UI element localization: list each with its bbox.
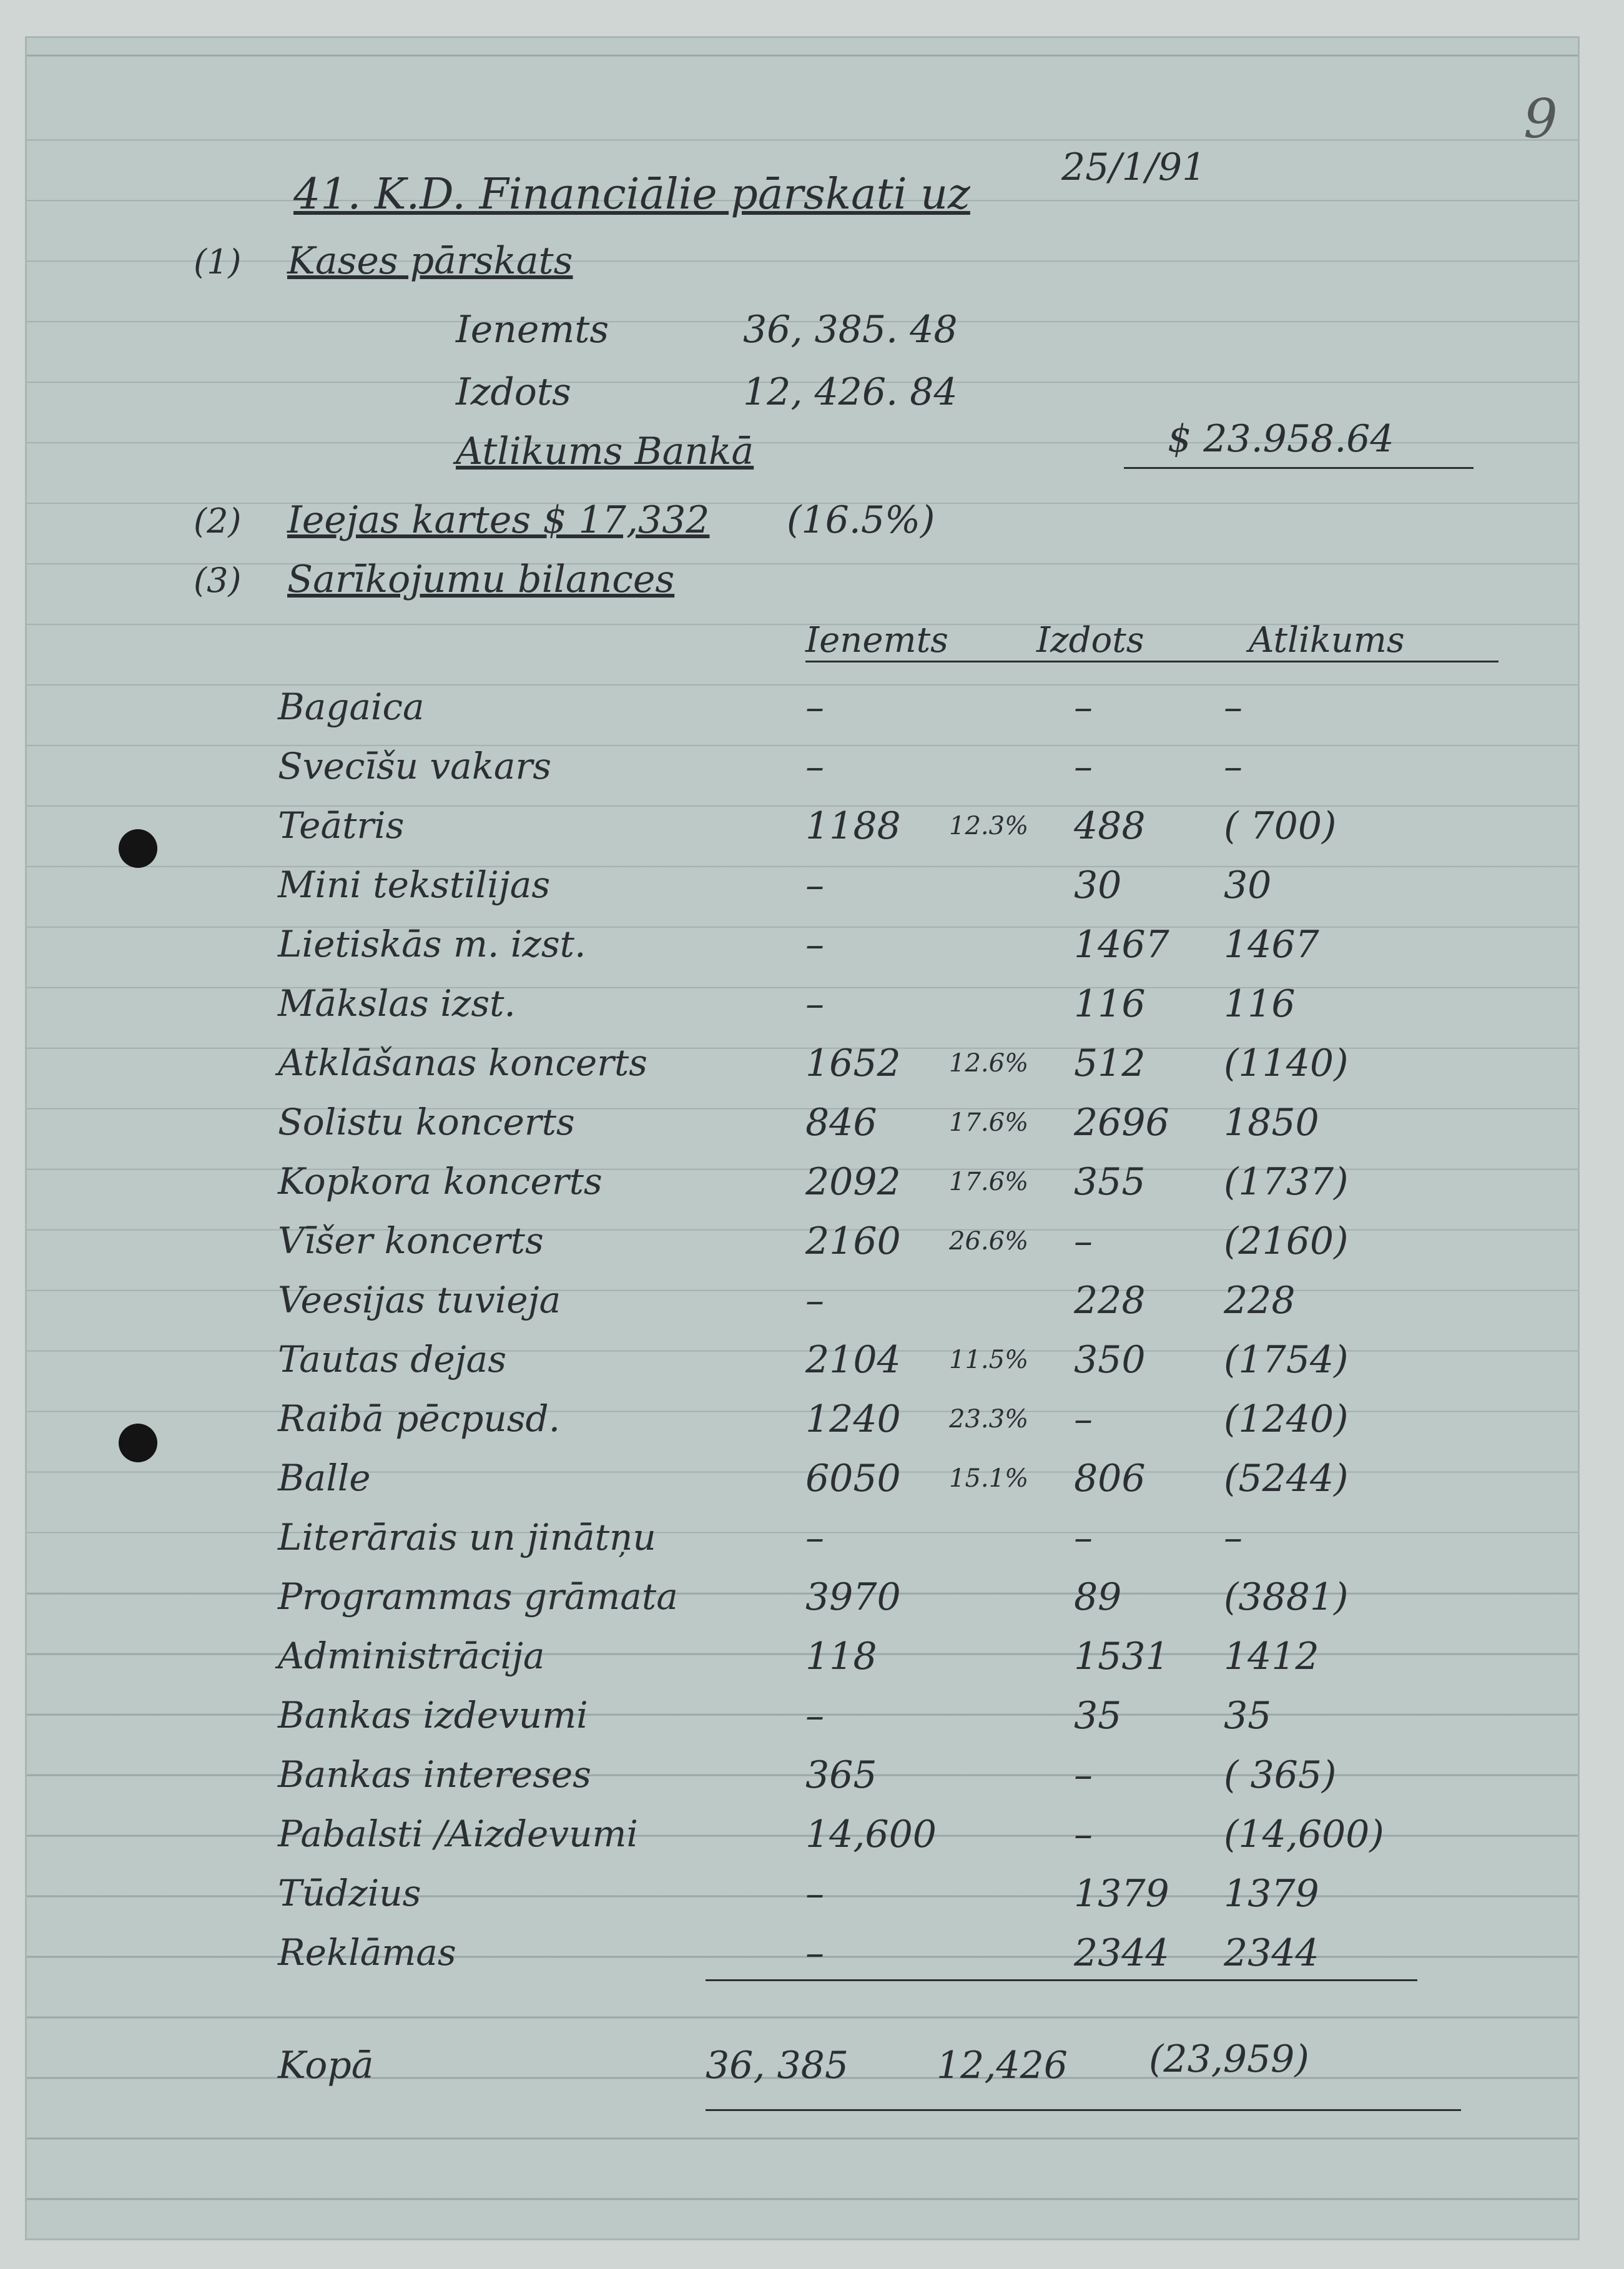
expense-cell: 1467	[1074, 923, 1169, 967]
row-label: Veesijas tuvieja	[278, 1279, 561, 1321]
balance-cell: 1379	[1224, 1872, 1319, 1916]
balance-cell: 30	[1224, 864, 1272, 907]
expense-cell: 30	[1074, 864, 1122, 907]
expense-cell: 89	[1074, 1575, 1122, 1619]
expense-cell: 116	[1074, 982, 1146, 1026]
balance-cell: 2344	[1224, 1931, 1319, 1975]
page-number: 9	[1523, 88, 1558, 150]
balance-cell: 35	[1224, 1694, 1272, 1738]
income-cell: 1652	[805, 1041, 901, 1085]
income-cell: –	[805, 1279, 824, 1322]
balance-cell: 1467	[1224, 923, 1319, 967]
column-header: Ienemts	[805, 620, 948, 661]
income-cell: –	[805, 745, 824, 789]
expense-cell: 1379	[1074, 1872, 1169, 1916]
expense-cell: 2696	[1074, 1101, 1169, 1144]
balance-cell: 1412	[1224, 1635, 1319, 1678]
balance-label: Atlikums Bankā	[456, 430, 754, 473]
balance-cell: –	[1224, 686, 1243, 729]
expense-cell: 512	[1074, 1041, 1146, 1085]
section-percent: (16.5%)	[787, 498, 935, 542]
row-label: Vīšer koncerts	[278, 1219, 544, 1262]
income-cell: –	[805, 923, 824, 967]
expense-cell: –	[1074, 1219, 1093, 1263]
header-underline	[805, 661, 1499, 662]
total-rule	[706, 1979, 1417, 1981]
expense-cell: –	[1074, 1397, 1093, 1441]
row-label: Raibā pēcpusd.	[278, 1397, 561, 1440]
section-number: (2)	[194, 501, 242, 541]
row-label: Svecīšu vakars	[278, 745, 551, 787]
punch-hole	[119, 829, 157, 868]
row-label: Solistu koncerts	[278, 1101, 575, 1143]
expense-cell: –	[1074, 1813, 1093, 1856]
row-label: Tūdzius	[278, 1872, 421, 1914]
total-balance: (23,959)	[1149, 2037, 1309, 2081]
expense-cell: 488	[1074, 804, 1146, 848]
row-label: Administrācija	[278, 1635, 545, 1677]
document-sheet	[25, 36, 1580, 2240]
income-cell: –	[805, 1694, 824, 1738]
balance-cell: (1737)	[1224, 1160, 1349, 1204]
balance-cell: –	[1224, 745, 1243, 789]
income-cell: –	[805, 1516, 824, 1560]
balance-cell: (1754)	[1224, 1338, 1349, 1382]
expense-cell: 806	[1074, 1457, 1146, 1500]
expense-value: 12, 426. 84	[743, 370, 958, 414]
row-label: Bagaica	[278, 686, 425, 728]
expense-cell: –	[1074, 745, 1093, 789]
balance-cell: (14,600)	[1224, 1813, 1384, 1856]
expense-cell: 2344	[1074, 1931, 1169, 1975]
percent-cell: 12.6%	[949, 1049, 1029, 1078]
row-label: Mākslas izst.	[278, 982, 516, 1025]
income-cell: 6050	[805, 1457, 901, 1500]
row-label: Tautas dejas	[278, 1338, 506, 1381]
income-cell: 365	[805, 1753, 877, 1797]
income-cell: –	[805, 864, 824, 907]
income-cell: 1188	[805, 804, 901, 848]
percent-cell: 15.1%	[949, 1464, 1029, 1493]
expense-cell: 1531	[1074, 1635, 1169, 1678]
balance-cell: 116	[1224, 982, 1296, 1026]
total-income: 36, 385	[706, 2044, 849, 2087]
balance-cell: 228	[1224, 1279, 1296, 1322]
row-label: Programmas grāmata	[278, 1575, 678, 1618]
column-header: Izdots	[1036, 620, 1144, 661]
income-cell: 1240	[805, 1397, 901, 1441]
section-text: Ieejas kartes $ 17,332	[287, 498, 710, 542]
percent-cell: 12.3%	[949, 812, 1029, 840]
total-underline	[706, 2109, 1461, 2111]
expense-cell: 228	[1074, 1279, 1146, 1322]
income-cell: 846	[805, 1101, 877, 1144]
income-cell: 118	[805, 1635, 877, 1678]
income-cell: 2104	[805, 1338, 901, 1382]
expense-cell: 355	[1074, 1160, 1146, 1204]
column-header: Atlikums	[1249, 620, 1405, 661]
percent-cell: 26.6%	[949, 1227, 1029, 1256]
income-cell: 2160	[805, 1219, 901, 1263]
balance-cell: (3881)	[1224, 1575, 1349, 1619]
section-number: (3)	[194, 561, 242, 600]
expense-cell: 35	[1074, 1694, 1122, 1738]
row-label: Kopkora koncerts	[278, 1160, 603, 1203]
balance-cell: (5244)	[1224, 1457, 1349, 1500]
income-cell: –	[805, 982, 824, 1026]
punch-hole	[119, 1424, 157, 1462]
income-value: 36, 385. 48	[743, 308, 958, 352]
section-heading: Sarīkojumu bilances	[287, 558, 675, 601]
row-label: Literārais un jinātņu	[278, 1516, 656, 1558]
section-number: (1)	[194, 242, 242, 282]
percent-cell: 17.6%	[949, 1168, 1029, 1196]
percent-cell: 11.5%	[949, 1346, 1029, 1374]
expense-cell: –	[1074, 1753, 1093, 1797]
row-label: Mini tekstilijas	[278, 864, 551, 906]
balance-value: $ 23.958.64	[1168, 417, 1394, 461]
income-label: Ienemts	[456, 308, 609, 352]
income-cell: 2092	[805, 1160, 901, 1204]
percent-cell: 23.3%	[949, 1405, 1029, 1434]
row-label: Bankas izdevumi	[278, 1694, 588, 1736]
expense-cell: 350	[1074, 1338, 1146, 1382]
income-cell: 3970	[805, 1575, 901, 1619]
balance-cell: ( 365)	[1224, 1753, 1337, 1797]
balance-cell: (2160)	[1224, 1219, 1349, 1263]
income-cell: –	[805, 1931, 824, 1975]
section-heading: Kases pārskats	[287, 239, 573, 283]
document-title: 41. K.D. Financiālie pārskati uz	[293, 170, 970, 219]
balance-cell: (1140)	[1224, 1041, 1349, 1085]
total-expense: 12,426	[937, 2044, 1068, 2087]
balance-cell: 1850	[1224, 1101, 1319, 1144]
row-label: Balle	[278, 1457, 371, 1499]
document-date: 25/1/91	[1061, 145, 1206, 189]
income-cell: 14,600	[805, 1813, 937, 1856]
row-label: Reklāmas	[278, 1931, 456, 1974]
expense-cell: –	[1074, 1516, 1093, 1560]
total-label: Kopā	[278, 2044, 374, 2087]
row-label: Pabalsti /Aizdevumi	[278, 1813, 638, 1855]
expense-cell: –	[1074, 686, 1093, 729]
percent-cell: 17.6%	[949, 1108, 1029, 1137]
row-label: Atklāšanas koncerts	[278, 1041, 647, 1084]
row-label: Bankas intereses	[278, 1753, 591, 1796]
income-cell: –	[805, 686, 824, 729]
balance-underline	[1124, 467, 1474, 469]
balance-cell: (1240)	[1224, 1397, 1349, 1441]
row-label: Teātris	[278, 804, 405, 847]
balance-cell: –	[1224, 1516, 1243, 1560]
income-cell: –	[805, 1872, 824, 1916]
expense-label: Izdots	[456, 370, 571, 414]
balance-cell: ( 700)	[1224, 804, 1337, 848]
row-label: Lietiskās m. izst.	[278, 923, 586, 965]
